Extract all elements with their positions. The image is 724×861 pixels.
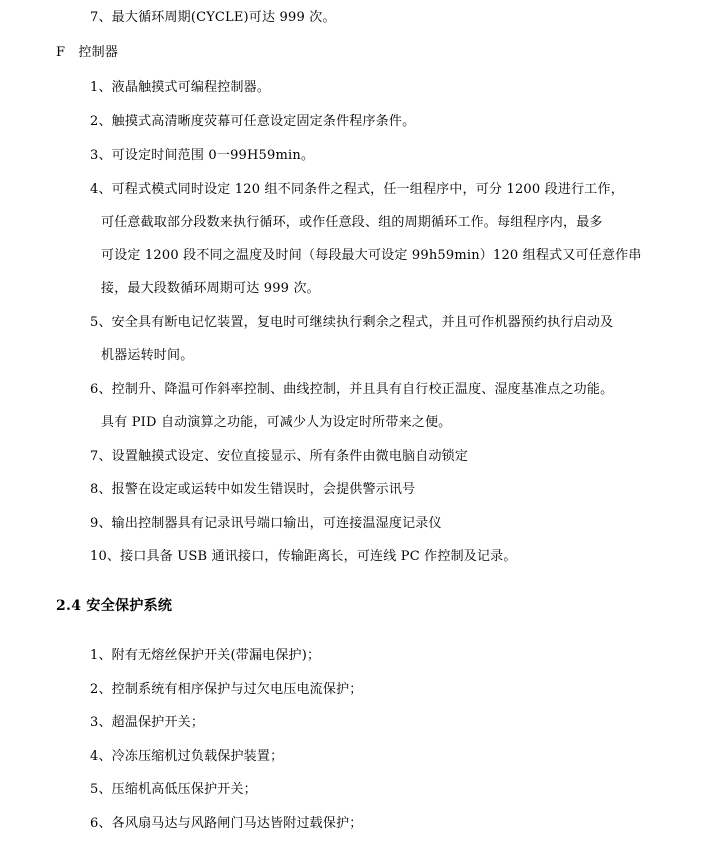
section-f-item-4-line-3: 可设定 1200 段不同之温度及时间（每段最大可设定 99h59min）120 组程式又可任意作串	[101, 248, 642, 263]
section-f-item-4-line-2: 可任意截取部分段数来执行循环，或作任意段、组的周期循环工作。每组程序内，最多	[101, 215, 603, 230]
section-2-4-item-4: 4、冷冻压缩机过负载保护装置；	[90, 749, 284, 764]
section-f-item-6-line-1: 6、控制升、降温可作斜率控制、曲线控制，并且具有自行校正温度、湿度基准点之功能。	[90, 382, 614, 397]
section-f-item-1: 1、液晶触摸式可编程控制器。	[90, 80, 271, 95]
section-2-4-item-6: 6、各风扇马达与风路闸门马达皆附过载保护；	[90, 816, 363, 831]
section-f-item-6-line-2: 具有 PID 自动演算之功能，可减少人为设定时所带来之便。	[101, 415, 452, 430]
section-f-item-4-line-1: 4、可程式模式同时设定 120 组不同条件之程式，任一组程序中，可分 1200 段进行工作，	[90, 182, 624, 197]
section-2-4-item-3: 3、超温保护开关；	[90, 715, 205, 730]
section-2-4-item-5: 5、压缩机高低压保护开关；	[90, 782, 257, 797]
section-f-item-3: 3、可设定时间范围 0一99H59min。	[90, 148, 315, 163]
section-f-item-5-line-2: 机器运转时间。	[101, 348, 194, 363]
section-f-item-2: 2、触摸式高清晰度荧幕可任意设定固定条件程序条件。	[90, 114, 416, 129]
section-2-4-item-1: 1、附有无熔丝保护开关(带漏电保护)；	[90, 648, 321, 663]
section-f-item-5-line-1: 5、安全具有断电记忆装置，复电时可继续执行剩余之程式，并且可作机器预约执行启动及	[90, 315, 614, 330]
section-f-item-9: 9、输出控制器具有记录讯号端口输出，可连接温湿度记录仪	[90, 516, 442, 531]
top-list-item: 7、最大循环周期(CYCLE)可达 999 次。	[90, 10, 336, 25]
section-f-title: F 控制器	[56, 45, 119, 60]
section-f-item-4-line-4: 接，最大段数循环周期可达 999 次。	[101, 281, 320, 296]
section-f-item-10: 10、接口具备 USB 通讯接口，传输距离长，可连线 PC 作控制及记录。	[90, 549, 517, 564]
section-f-item-7: 7、设置触摸式设定、安位直接显示、所有条件由微电脑自动锁定	[90, 449, 469, 464]
section-2-4-item-2: 2、控制系统有相序保护与过欠电压电流保护；	[90, 682, 363, 697]
section-2-4-title: 2.4 安全保护系统	[56, 598, 173, 614]
section-f-item-8: 8、报警在设定或运转中如发生错误时，会提供警示讯号	[90, 482, 416, 497]
